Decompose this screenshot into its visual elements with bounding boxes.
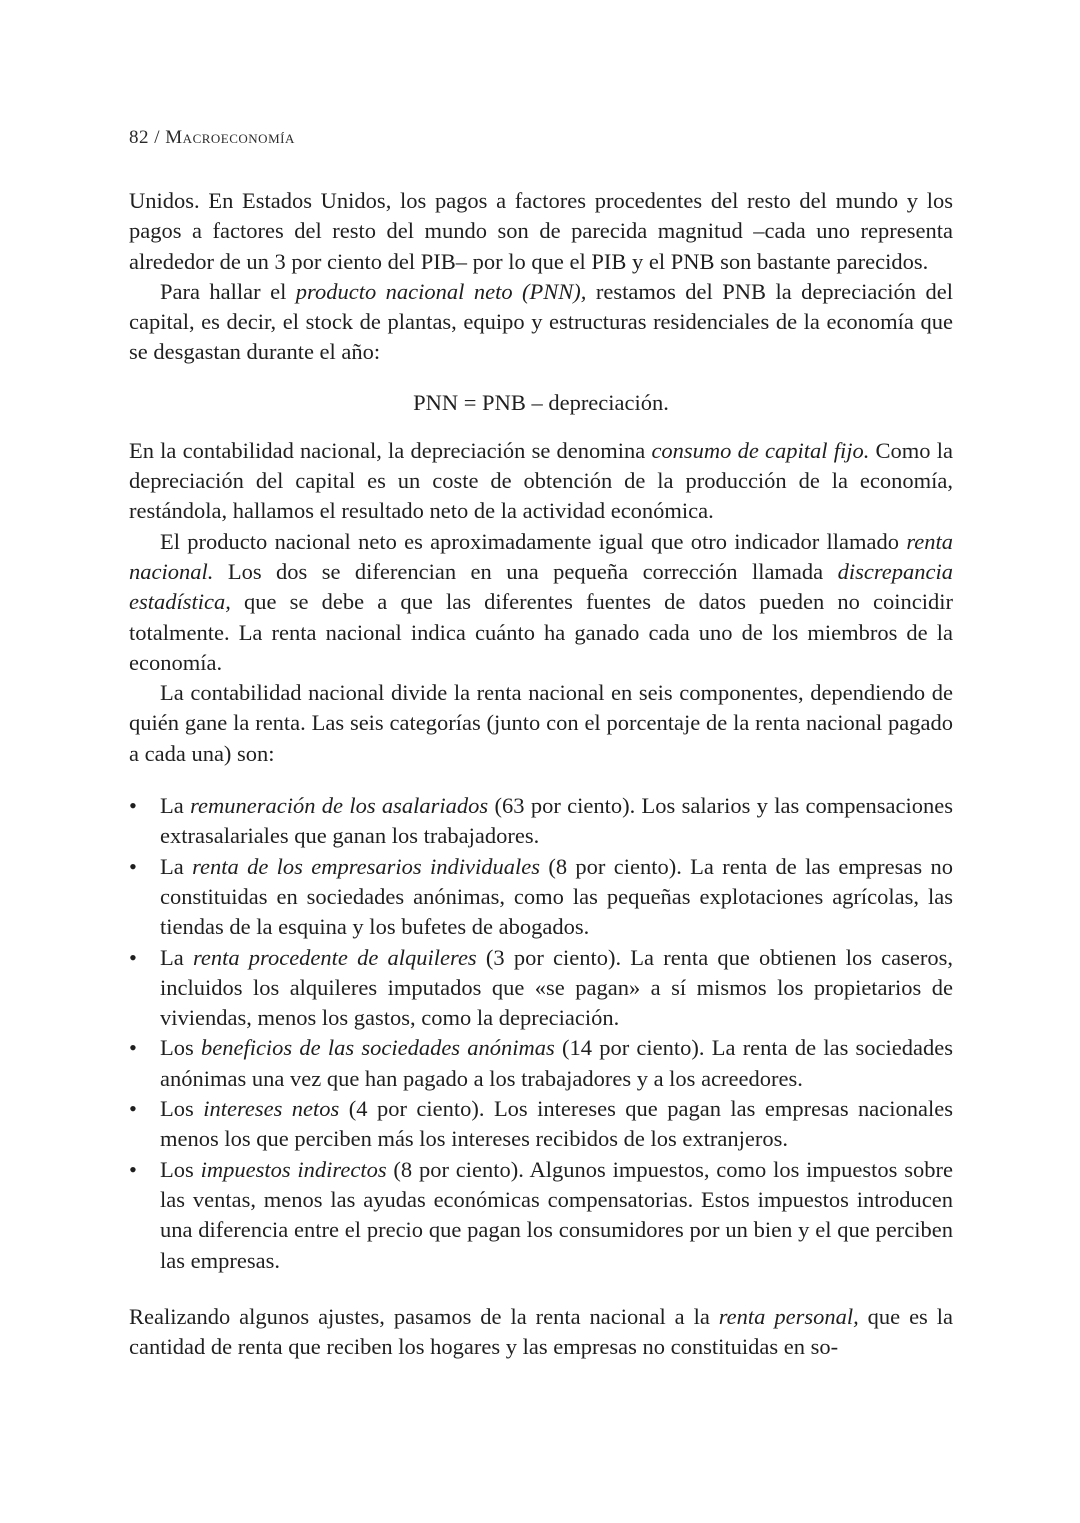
paragraph-4-text-a: El producto nacional neto es aproximadamente igual que otro indicador llamado [160,528,907,554]
bullet-icon: • [129,1096,137,1122]
list-item [129,1155,953,1276]
list-item-term: renta procedente de alquileres [192,944,477,970]
list-item-lead: La [160,853,193,879]
page-number: 82 [129,127,149,148]
list-item-term: renta de los empresarios individuales [192,853,540,879]
term-renta-personal: renta personal, [718,1303,859,1329]
list-item [129,852,953,943]
list-item-lead: Los [160,1156,201,1182]
list-item-lead: La [160,944,193,970]
formula-pnn: PNN = PNB – depreciación. [413,389,669,415]
list-item-text: (8 por ciento). Algunos impuestos, como los impuestos sobre las ventas, menos las ayudas económicas compensatorias. Estos impuestos introducen una diferencia entre el precio que pagan los consumidores por un bien y el que perciben las empresas. [160,1156,953,1273]
list-item-text: (63 por ciento). Los salarios y las compensaciones extrasalariales que ganan los trabajadores. [160,793,954,849]
running-header [129,124,953,152]
header-separator: / [154,127,161,148]
list-item [129,1033,953,1094]
list-item-lead: La [160,793,191,819]
paragraph-3 [129,436,953,527]
paragraph-2-text-a: Para hallar el [160,278,296,304]
list-item-term: remuneración de los asalariados [190,793,489,819]
bullet-icon: • [129,1156,137,1182]
paragraph-3-text-b: Como la depreciación del capital es un coste de obtención de la producción de la economía, restándola, hallamos el resultado neto de la actividad económica. [129,437,953,524]
list-item-text: (4 por ciento). Los intereses que pagan las empresas nacionales menos los que perciben más los intereses recibidos de los extranjeros. [160,1096,953,1152]
term-pnn: producto nacional neto (PNN), [295,278,587,304]
term-discrepancia-estadistica: discrepancia estadística, [129,558,953,615]
list-item-text: (3 por ciento). La renta que obtienen los caseros, incluidos los alquileres imputados que «se pagan» a sí mismos los propietarios de viviendas, menos los gastos, como la depreciación. [160,944,954,1031]
bullet-icon: • [129,793,137,819]
paragraph-4 [129,527,953,678]
book-title: Macroeconomía [165,127,295,148]
list-item-term: intereses netos [203,1096,340,1122]
list-item-lead: Los [160,1096,204,1122]
bullet-icon: • [129,853,137,879]
paragraph-6-text-b: que es la cantidad de renta que reciben los hogares y las empresas no constituidas en so- [129,1303,953,1360]
paragraph-2 [129,277,953,368]
term-renta-nacional: renta nacional. [129,528,953,584]
paragraph-4-text-c: que se debe a que las diferentes fuentes de datos pueden no coincidir totalmente. La renta nacional indica cuánto ha ganado cada uno de los miembros de la economía. [129,589,953,675]
bullet-icon: • [129,944,137,970]
paragraph-5: La contabilidad nacional divide la renta nacional en seis componentes, dependiendo de quién gane la renta. Las seis categorías (junto con el porcentaje de la renta nacional pagado a cada una) son: [129,680,953,766]
book-page [129,124,953,1362]
term-consumo-capital-fijo: consumo de capital fijo. [651,437,870,463]
list-item-term: impuestos indirectos [200,1156,387,1182]
paragraph-2-text-b: restamos del PNB la depreciación del capital, es decir, el stock de plantas, equipo y estructuras residenciales de la economía que se desgastan durante el año: [129,278,953,365]
paragraph-1: Unidos. En Estados Unidos, los pagos a factores procedentes del resto del mundo y los pagos a factores del resto del mundo son de parecida magnitud –cada uno representa alrededor de un 3 por ciento del PIB– por lo que el PIB y el PNB son bastante parecidos. [129,188,953,274]
paragraph-6 [129,1302,953,1363]
list-item-text: (8 por ciento). La renta de las empresas no constituidas en sociedades anónimas, como las pequeñas explotaciones agrícolas, las tiendas de la esquina y los bufetes de abogados. [160,853,953,940]
paragraph-3-text-a: En la contabilidad nacional, la depreciación se denomina [129,437,652,463]
list-item-term: beneficios de las sociedades anónimas [200,1035,555,1061]
bullet-icon: • [129,1035,137,1061]
list-item-text: (14 por ciento). La renta de las sociedades anónimas una vez que han pagado a los trabajadores y a los acreedores. [160,1035,954,1091]
paragraph-6-text-a: Realizando algunos ajustes, pasamos de la renta nacional a la [129,1303,719,1329]
list-item [129,1094,953,1155]
paragraph-4-text-b: Los dos se diferencian en una pequeña corrección llamada [213,558,838,584]
list-item [129,943,953,1034]
list-item [129,791,953,852]
income-components-list [129,791,953,1276]
list-item-lead: Los [160,1035,201,1061]
